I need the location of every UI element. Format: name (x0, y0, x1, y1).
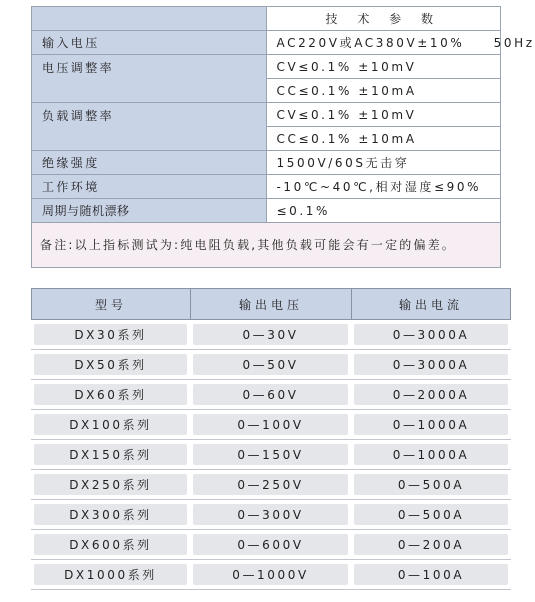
voltage-cell: 0—150V (193, 444, 348, 465)
current-cell: 0—3000A (354, 354, 508, 375)
voltage-cell-container (190, 530, 351, 560)
model-cell-container (31, 410, 190, 440)
spec-header-row (32, 7, 501, 31)
spec-label: 周期与随机漂移 (32, 199, 267, 223)
model-cell: DX150系列 (34, 444, 187, 465)
model-cell-container (31, 320, 190, 350)
model-header-row (31, 288, 511, 320)
voltage-cell: 0—250V (193, 474, 348, 495)
current-cell-container (351, 410, 511, 440)
current-cell-container (351, 440, 511, 470)
voltage-cell: 0—30V (193, 324, 348, 345)
model-cell: DX600系列 (34, 534, 187, 555)
current-cell: 0—500A (354, 474, 508, 495)
current-cell: 0—500A (354, 504, 508, 525)
voltage-cell: 0—100V (193, 414, 348, 435)
voltage-cell-container (190, 380, 351, 410)
current-cell-container (351, 320, 511, 350)
model-table-body (31, 320, 511, 590)
model-cell-container (31, 500, 190, 530)
spec-row (32, 175, 501, 199)
voltage-cell-container (190, 440, 351, 470)
voltage-cell: 0—60V (193, 384, 348, 405)
current-cell-container (351, 530, 511, 560)
spec-table (31, 6, 535, 268)
model-cell: DX60系列 (34, 384, 187, 405)
current-cell-container (351, 470, 511, 500)
spec-row (32, 31, 501, 55)
spec-row (32, 55, 501, 79)
voltage-cell: 0—600V (193, 534, 348, 555)
model-cell: DX100系列 (34, 414, 187, 435)
model-cell: DX300系列 (34, 504, 187, 525)
model-cell: DX1000系列 (34, 564, 187, 585)
model-cell-container (31, 350, 190, 380)
table-row (31, 410, 511, 440)
voltage-cell-container (190, 470, 351, 500)
current-cell-container (351, 350, 511, 380)
current-cell: 0—1000A (354, 414, 508, 435)
voltage-cell: 0—50V (193, 354, 348, 375)
model-cell-container (31, 530, 190, 560)
spec-row (32, 103, 501, 127)
spec-row (32, 199, 501, 223)
table-row (31, 500, 511, 530)
current-cell: 0—1000A (354, 444, 508, 465)
current-cell-container (351, 380, 511, 410)
table-row (31, 530, 511, 560)
model-cell: DX50系列 (34, 354, 187, 375)
spec-value: CC≤0.1% ±10mA (266, 79, 501, 103)
spec-label: 电压调整率 (32, 55, 267, 103)
current-cell-container (351, 500, 511, 530)
column-header-current: 输出电流 (351, 288, 511, 320)
table-row (31, 560, 511, 590)
model-cell: DX30系列 (34, 324, 187, 345)
voltage-cell-container (190, 410, 351, 440)
voltage-cell-container (190, 500, 351, 530)
current-cell: 0—3000A (354, 324, 508, 345)
voltage-cell-container (190, 350, 351, 380)
current-cell-container (351, 560, 511, 590)
model-cell: DX250系列 (34, 474, 187, 495)
model-cell-container (31, 560, 190, 590)
table-row (31, 380, 511, 410)
table-row (31, 470, 511, 500)
current-cell: 0—200A (354, 534, 508, 555)
spec-value: -10℃~40℃,相对湿度≤90% (266, 175, 501, 199)
voltage-cell-container (190, 560, 351, 590)
spec-value: CC≤0.1% ±10mA (266, 127, 501, 151)
model-cell-container (31, 380, 190, 410)
current-cell: 0—2000A (354, 384, 508, 405)
spec-header: 技 术 参 数 (266, 7, 501, 31)
table-row (31, 350, 511, 380)
column-header-model: 型号 (31, 288, 190, 320)
spec-header-corner (32, 7, 267, 31)
column-header-voltage: 输出电压 (190, 288, 351, 320)
spec-value: AC220V或AC380V±10% 50Hz (266, 31, 501, 55)
voltage-cell: 0—1000V (193, 564, 348, 585)
spec-value: 1500V/60S无击穿 (266, 151, 501, 175)
spec-label: 输入电压 (32, 31, 267, 55)
spec-row (32, 151, 501, 175)
spec-note: 备注:以上指标测试为:纯电阻负载,其他负载可能会有一定的偏差。 (32, 223, 501, 268)
table-row (31, 320, 511, 350)
voltage-cell: 0—300V (193, 504, 348, 525)
model-cell-container (31, 470, 190, 500)
spec-label: 负载调整率 (32, 103, 267, 151)
model-cell-container (31, 440, 190, 470)
spec-value: CV≤0.1% ±10mV (266, 55, 501, 79)
spec-label: 工作环境 (32, 175, 267, 199)
spec-value: CV≤0.1% ±10mV (266, 103, 501, 127)
current-cell: 0—100A (354, 564, 508, 585)
spec-value: ≤0.1% (266, 199, 501, 223)
spec-label: 绝缘强度 (32, 151, 267, 175)
table-row (31, 440, 511, 470)
voltage-cell-container (190, 320, 351, 350)
model-table (31, 288, 511, 590)
spec-note-row (32, 223, 501, 268)
